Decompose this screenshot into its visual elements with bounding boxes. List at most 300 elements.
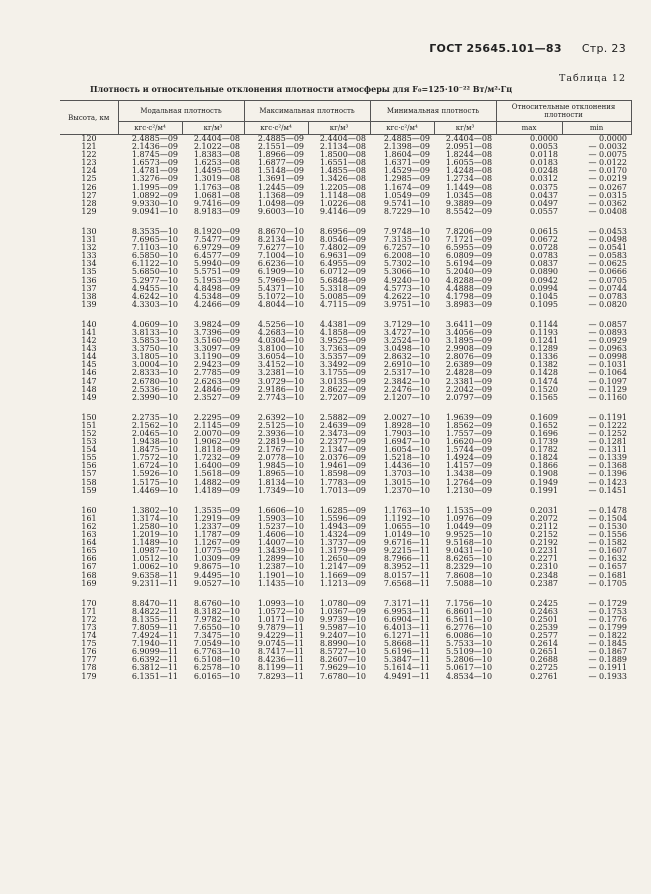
modal-kgs-cell: 1.1995—09 [131,182,178,192]
deviation-max-cell: 0.1045 [530,291,559,301]
min-kgs-cell: 1.2370—10 [383,485,431,495]
min-kg-cell: 1.3438—09 [445,469,493,479]
max-kgs-cell: 9.4229—11 [257,631,305,641]
max-kgs-cell: 2.5125—10 [257,420,305,430]
max-kgs-cell: 6.1909—10 [257,267,305,277]
modal-kg-cell: 2.6263—09 [193,376,241,386]
max-kg-cell: 6.4955—09 [319,259,367,269]
min-kg-cell: 7.8206—09 [445,226,493,236]
deviation-min-cell: — 0.1933 [588,671,628,681]
deviation-max-cell: 0.0312 [530,174,559,184]
modal-kgs-cell: 8.4822—11 [131,606,178,616]
max-kg-cell: 2.0376—09 [319,453,367,463]
altitude-cell: 170 [81,598,97,608]
deviation-max-cell: 0.1652 [530,420,559,430]
deviation-max-cell: 0.1565 [530,392,559,402]
max-kgs-cell: 1.4606—10 [257,530,305,540]
deviation-max-cell: 0.1193 [530,327,559,337]
deviation-min-cell: — 0.0666 [588,267,628,277]
altitude-cell: 149 [81,392,97,402]
max-kgs-cell: 1.5237—10 [257,521,305,531]
deviation-max-cell: 0.1289 [530,344,559,354]
modal-kgs-cell: 8.8470—11 [131,598,178,608]
modal-kg-cell: 5.1953—09 [193,275,241,285]
modal-kgs-cell: 1.3802—10 [131,505,178,515]
modal-kg-cell: 2.2295—09 [193,412,241,422]
max-kgs-cell: 1.3439—10 [257,546,305,556]
altitude-cell: 179 [81,671,97,681]
min-kgs-cell: 4.9491—11 [383,671,431,681]
min-kg-cell: 8.2329—10 [445,562,493,572]
table-row [60,487,631,495]
modal-kg-cell: 6.9729—09 [193,243,241,253]
deviation-min-cell: — 0.0315 [588,190,628,200]
modal-kg-cell: 9.8675—10 [193,562,241,572]
group-spacer [60,402,631,414]
deviation-max-cell: 0.0248 [530,166,559,176]
standard-code: ГОСТ 25645.101—83 [429,42,562,55]
min-kgs-cell: 8.0157—11 [383,570,431,580]
modal-kg-cell: 2.9423—09 [193,360,241,370]
deviation-min-cell: — 0.1799 [588,622,628,632]
group-spacer-cell [60,495,631,507]
modal-kgs-cell: 3.0004—10 [131,360,178,370]
deviation-min-cell: — 0.0783 [588,291,628,301]
modal-kgs-cell: 1.8475—10 [131,445,178,455]
modal-kg-cell: 1.9062—09 [193,437,241,447]
deviation-max-cell: 0.2072 [530,513,559,523]
deviation-max-cell: 0.0783 [530,251,559,261]
modal-kgs-cell: 6.6392—11 [131,655,178,665]
unit-kg-header: кг/м³ [182,122,244,135]
modal-kgs-cell: 7.6965—10 [131,235,178,245]
min-kg-cell: 9.5168—10 [445,538,493,548]
max-kg-cell: 6.0712—09 [319,267,367,277]
deviation-max-cell: 0.2192 [530,538,559,548]
max-kgs-cell: 5.4371—10 [257,283,305,293]
min-kgs-cell: 1.0149—10 [383,530,431,540]
min-kg-cell: 9.0431—10 [445,546,493,556]
min-kgs-cell: 1.7903—10 [383,429,431,438]
deviation-min-cell: — 0.1222 [588,420,628,430]
deviation-max-cell: 0.0672 [530,235,559,245]
altitude-cell: 161 [81,513,97,523]
max-kg-cell: 3.7363—09 [319,344,367,354]
deviation-min-cell: — 0.1632 [588,554,628,564]
max-kg-cell: 7.9629—10 [319,663,367,673]
max-kgs-cell: 1.8965—10 [257,469,305,479]
min-kg-cell: 2.9908—09 [445,344,493,354]
min-kg-cell: 1.4157—09 [445,461,493,471]
modal-kgs-cell: 1.0062—10 [131,562,178,572]
altitude-cell: 151 [81,420,97,430]
max-kg-cell: 1.4855—08 [319,166,367,176]
max-kg-cell: 3.5357—09 [319,352,367,362]
modal-kgs-cell: 6.1122—10 [131,259,178,269]
min-kg-cell: 1.5744—09 [445,445,493,455]
modal-kg-cell: 3.1190—09 [193,352,241,362]
deviation-min-cell: — 0.0453 [588,226,628,236]
modal-kgs-cell: 1.3174—10 [131,513,178,523]
max-kgs-cell: 7.1004—10 [257,251,305,261]
max-kg-cell: 1.0226—08 [319,198,367,208]
min-kg-cell: 2.3381—09 [445,376,493,386]
max-kg-cell: 5.6848—09 [319,275,367,285]
deviation-min-cell: — 0.0541 [588,243,628,253]
min-kg-cell: 2.4828—09 [445,368,493,378]
min-kg-cell: 8.5542—09 [445,206,493,216]
max-kg-cell: 1.3179—09 [319,546,367,556]
min-kg-cell: 9.9525—10 [445,530,493,540]
altitude-cell: 143 [81,344,97,354]
deviation-min-cell: — 0.1911 [588,663,628,673]
modal-kgs-cell: 2.4885—09 [131,134,178,143]
max-kg-cell: 2.1347—09 [319,445,367,455]
altitude-cell: 122 [81,150,97,160]
max-kg-cell: 2.5882—09 [319,412,367,422]
deviation-max-cell: 0.0615 [530,226,559,236]
modal-kg-cell: 8.1920—09 [193,226,241,236]
max-kg-cell: 2.1134—08 [319,142,367,152]
modal-kg-cell: 1.0309—09 [193,554,241,564]
deviation-max-cell: 0.0942 [530,275,559,285]
altitude-cell: 123 [81,158,97,168]
modal-kgs-cell: 1.3276—09 [131,174,178,184]
deviation-max-cell: 0.2271 [530,554,559,564]
modal-kg-cell: 1.2919—09 [193,513,241,523]
modal-kgs-cell: 1.2580—10 [131,521,178,531]
max-kgs-cell: 1.7349—10 [257,485,305,495]
deviation-max-cell: 0.1824 [530,453,559,463]
max-kg-cell: 1.9461—09 [319,461,367,471]
unit-kgs-header: кгс·с²/м⁴ [118,122,182,135]
max-kg-cell: 1.4943—09 [319,521,367,531]
min-kgs-cell: 3.7129—10 [383,319,431,329]
modal-kg-cell: 7.9782—10 [193,614,241,624]
modal-kgs-cell: 7.8059—11 [131,622,178,632]
max-kg-cell: 2.2377—09 [319,437,367,447]
deviation-max-cell: 0.0183 [530,158,559,168]
altitude-cell: 173 [81,622,97,632]
modal-kg-cell: 6.7763—10 [193,647,241,657]
modal-kg-cell: 1.5618—09 [193,469,241,479]
modal-kg-cell: 9.0527—10 [193,578,241,588]
max-kgs-cell: 8.8670—10 [257,226,305,236]
max-kgs-cell: 1.0171—10 [257,614,305,624]
max-kgs-cell: 1.8966—09 [257,150,305,160]
max-kg-cell: 7.4802—09 [319,243,367,253]
modal-kgs-cell: 9.6358—11 [131,570,178,580]
deviation-max-cell: 0.2387 [530,578,559,588]
deviation-max-cell: 0.2614 [530,639,559,649]
modal-kg-cell: 1.4882—09 [193,477,241,487]
max-kgs-cell: 1.3691—09 [257,174,305,184]
modal-kgs-cell: 1.8745—09 [131,150,178,160]
max-kgs-cell: 8.7417—11 [257,647,305,657]
min-kgs-cell: 2.2476—10 [383,384,431,394]
deviation-max-cell: 0.0437 [530,190,559,200]
deviation-min-cell: — 0.0820 [588,299,628,309]
modal-kg-cell: 1.4189—09 [193,485,241,495]
min-kg-cell: 6.8601—10 [445,606,493,616]
modal-kgs-cell: 9.0941—10 [131,206,178,216]
modal-kgs-cell: 2.5336—10 [131,384,178,394]
altitude-cell: 152 [81,429,97,438]
deviation-max-cell: 0.1991 [530,485,559,495]
min-kgs-cell: 2.6910—10 [383,360,431,370]
deviation-min-cell: — 0.0963 [588,344,628,354]
max-kg-cell: 1.3737—09 [319,538,367,548]
modal-kgs-cell: 1.4781—09 [131,166,178,176]
modal-kg-cell: 2.4404—08 [193,134,241,143]
modal-kgs-cell: 3.1805—10 [131,352,178,362]
modal-kg-cell: 5.9940—09 [193,259,241,269]
deviation-max-cell: 0.2577 [530,631,559,641]
deviation-max-cell: 0.0053 [530,142,559,152]
altitude-cell: 160 [81,505,97,515]
modal-kgs-cell: 4.6242—10 [131,291,178,301]
min-kg-cell: 2.4404—08 [445,134,493,143]
altitude-cell: 157 [81,469,97,479]
deviation-max-cell: 0.1739 [530,437,559,447]
min-kg-cell: 1.8562—09 [445,420,493,430]
min-kg-cell: 7.5088—10 [445,578,493,588]
max-kgs-cell: 1.5903—10 [257,513,305,523]
deviation-max-cell: 0.0497 [530,198,559,208]
modal-density-header: Модальная плотность [118,101,244,122]
unit-kg-header: кг/м³ [308,122,370,135]
min-kg-cell: 4.1798—09 [445,291,493,301]
min-kgs-cell: 6.9953—11 [383,606,431,616]
min-kg-cell: 7.1756—10 [445,598,493,608]
min-kgs-cell: 3.9751—10 [383,299,431,309]
deviation-min-cell: — 0.1657 [588,562,628,572]
deviation-max-cell: 0.2463 [530,606,559,616]
min-kg-cell: 1.7557—09 [445,429,493,438]
min-kg-cell: 1.0345—08 [445,190,493,200]
density-table [60,100,632,681]
modal-kg-cell: 7.0549—10 [193,639,241,649]
max-kgs-cell: 8.2134—10 [257,235,305,245]
deviation-min-cell: — 0.1423 [588,477,628,487]
min-kg-cell: 1.0449—09 [445,521,493,531]
altitude-cell: 148 [81,384,97,394]
modal-kgs-cell: 1.6724—10 [131,461,178,471]
modal-kgs-cell: 1.7572—10 [131,453,178,463]
min-kg-cell: 1.9639—09 [445,412,493,422]
deviation-min-cell: — 0.1776 [588,614,628,624]
deviation-min-cell: — 0.0857 [588,319,628,329]
max-kg-cell: 2.3473—09 [319,429,367,438]
deviation-max-cell: 0.1241 [530,336,559,346]
max-kgs-cell: 1.0498—09 [257,198,305,208]
modal-kg-cell: 8.3182—10 [193,606,241,616]
altitude-cell: 168 [81,570,97,580]
altitude-cell: 125 [81,174,97,184]
deviation-min-cell: — 0.0362 [588,198,628,208]
modal-kgs-cell: 2.1436—09 [131,142,178,152]
min-kgs-cell: 1.6947—10 [383,437,431,447]
max-kgs-cell: 7.8293—11 [257,671,305,681]
altitude-cell: 174 [81,631,97,641]
min-kgs-cell: 5.7302—10 [383,259,431,269]
altitude-cell: 132 [81,243,97,253]
min-kg-cell: 5.0617—10 [445,663,493,673]
min-kgs-cell: 1.3015—10 [383,477,431,487]
min-kgs-cell: 2.5317—10 [383,368,431,378]
altitude-cell: 154 [81,445,97,455]
altitude-cell: 131 [81,235,97,245]
min-kgs-cell: 1.1763—10 [383,505,431,515]
modal-kgs-cell: 3.3750—10 [131,344,178,354]
modal-kgs-cell: 5.6850—10 [131,267,178,277]
altitude-cell: 153 [81,437,97,447]
min-kg-cell: 2.0797—09 [445,392,493,402]
max-kg-cell: 5.0085—09 [319,291,367,301]
min-kgs-cell: 2.3842—10 [383,376,431,386]
min-kg-cell: 3.4056—09 [445,327,493,337]
max-kgs-cell: 9.0745—11 [257,639,305,649]
min-kgs-cell: 3.2524—10 [383,336,431,346]
deviation-max-cell: 0.2310 [530,562,559,572]
altitude-cell: 127 [81,190,97,200]
altitude-cell: 141 [81,327,97,337]
modal-kg-cell: 4.8498—09 [193,283,241,293]
max-kgs-cell: 1.6877—09 [257,158,305,168]
altitude-cell: 128 [81,198,97,208]
deviation-min-cell: — 0.1097 [588,376,628,386]
min-kgs-cell: 1.1192—10 [383,513,431,523]
deviation-max-cell: 0.1474 [530,376,559,386]
deviation-max-cell: 0.2231 [530,546,559,556]
max-kg-cell: 1.0367—09 [319,606,367,616]
max-density-header: Максимальная плотность [244,101,370,122]
deviation-min-cell: — 0.1504 [588,513,628,523]
altitude-cell: 163 [81,530,97,540]
max-kg-cell: 2.8622—09 [319,384,367,394]
deviation-max-cell: 0.1336 [530,352,559,362]
modal-kgs-cell: 1.1489—10 [131,538,178,548]
group-spacer [60,495,631,507]
min-kgs-cell: 9.6716—11 [383,538,431,548]
max-kg-cell: 4.7115—09 [319,299,367,309]
min-kgs-cell: 4.2622—10 [383,291,431,301]
modal-kgs-cell: 6.5850—10 [131,251,178,261]
deviation-min-cell: — 0.1339 [588,453,628,463]
deviation-min-cell: — 0.1867 [588,647,628,657]
max-kg-cell: 1.0780—09 [319,598,367,608]
max-kg-cell: 1.4324—09 [319,530,367,540]
deviation-min-cell: — 0.1556 [588,530,628,540]
deviation-min-cell: — 0.0625 [588,259,628,269]
min-kg-cell: 5.2040—09 [445,267,493,277]
deviation-min-cell: — 0.1845 [588,639,628,649]
altitude-cell: 177 [81,655,97,665]
modal-kg-cell: 2.3527—09 [193,392,241,402]
min-kgs-cell: 1.8604—09 [383,150,431,160]
min-kg-cell: 6.5955—09 [445,243,493,253]
table-row [60,394,631,402]
deviation-min-cell: — 0.0032 [588,142,628,152]
max-kgs-cell: 4.5256—10 [257,319,305,329]
max-kgs-cell: 3.8100—10 [257,344,305,354]
min-density-header: Минимальная плотность [370,101,496,122]
deviation-max-cell: 0.2112 [530,521,559,531]
table-label: Таблица 12 [559,73,626,84]
min-kg-cell: 3.6411—09 [445,319,493,329]
max-kgs-cell: 2.2819—10 [257,437,305,447]
min-kg-cell: 2.8076—09 [445,352,493,362]
max-kg-cell: 3.9525—09 [319,336,367,346]
altitude-cell: 165 [81,546,97,556]
min-kg-cell: 3.8983—09 [445,299,493,309]
modal-kgs-cell: 2.2735—10 [131,412,178,422]
modal-kgs-cell: 7.1940—11 [131,639,178,649]
max-kg-cell: 9.5987—10 [319,622,367,632]
deviation-min-cell: — 0.0893 [588,327,628,337]
altitude-cell: 172 [81,614,97,624]
altitude-cell: 129 [81,206,97,216]
min-kg-cell: 1.6620—09 [445,437,493,447]
unit-kgs-header: кгс·с²/м⁴ [370,122,434,135]
modal-kg-cell: 7.6550—10 [193,622,241,632]
deviation-min-cell: — 0.0705 [588,275,628,285]
modal-kg-cell: 2.1022—08 [193,142,241,152]
min-kgs-cell: 1.5218—10 [383,453,431,463]
altitude-cell: 175 [81,639,97,649]
modal-kg-cell: 8.9183—09 [193,206,241,216]
min-kg-cell: 1.4924—09 [445,453,493,463]
deviation-min-cell: — 0.1396 [588,469,628,479]
max-kgs-cell: 2.6392—10 [257,412,305,422]
modal-kg-cell: 5.5751—09 [193,267,241,277]
modal-kg-cell: 1.8383—08 [193,150,241,160]
min-kgs-cell: 9.2215—11 [383,546,431,556]
deviation-max-cell: 0.1866 [530,461,559,471]
min-kgs-cell: 6.1271—11 [383,631,431,641]
min-kgs-cell: 5.8668—11 [383,639,431,649]
deviation-min-cell: — 0.0267 [588,182,628,192]
deviation-max-cell: 0.2539 [530,622,559,632]
altitude-cell: 166 [81,554,97,564]
min-kg-cell: 1.1449—08 [445,182,493,192]
min-kg-cell: 6.2776—10 [445,622,493,632]
modal-kg-cell: 7.5477—09 [193,235,241,245]
max-kgs-cell: 1.1368—09 [257,190,305,200]
altitude-cell: 147 [81,376,97,386]
min-kgs-cell: 1.2985—09 [383,174,431,184]
min-kgs-cell: 9.5741—10 [383,198,431,208]
deviation-max-cell: 0.1908 [530,469,559,479]
max-kg-cell: 3.0135—09 [319,376,367,386]
max-kgs-cell: 4.0304—10 [257,336,305,346]
max-kg-cell: 7.6780—10 [319,671,367,681]
min-kgs-cell: 6.7257—10 [383,243,431,253]
modal-kg-cell: 1.1267—09 [193,538,241,548]
max-kg-cell: 3.1755—09 [319,368,367,378]
deviation-max-cell: 0.2152 [530,530,559,540]
deviation-min-cell: — 0.1607 [588,546,628,556]
min-kg-cell: 1.8244—08 [445,150,493,160]
min-kgs-cell: 2.4885—09 [383,134,431,143]
modal-kgs-cell: 1.2019—10 [131,530,178,540]
min-kgs-cell: 1.1674—09 [383,182,431,192]
max-kg-cell: 8.8990—10 [319,639,367,649]
altitude-cell: 164 [81,538,97,548]
deviation-max-cell: 0.0728 [530,243,559,253]
altitude-cell: 159 [81,485,97,495]
modal-kg-cell: 8.6760—10 [193,598,241,608]
